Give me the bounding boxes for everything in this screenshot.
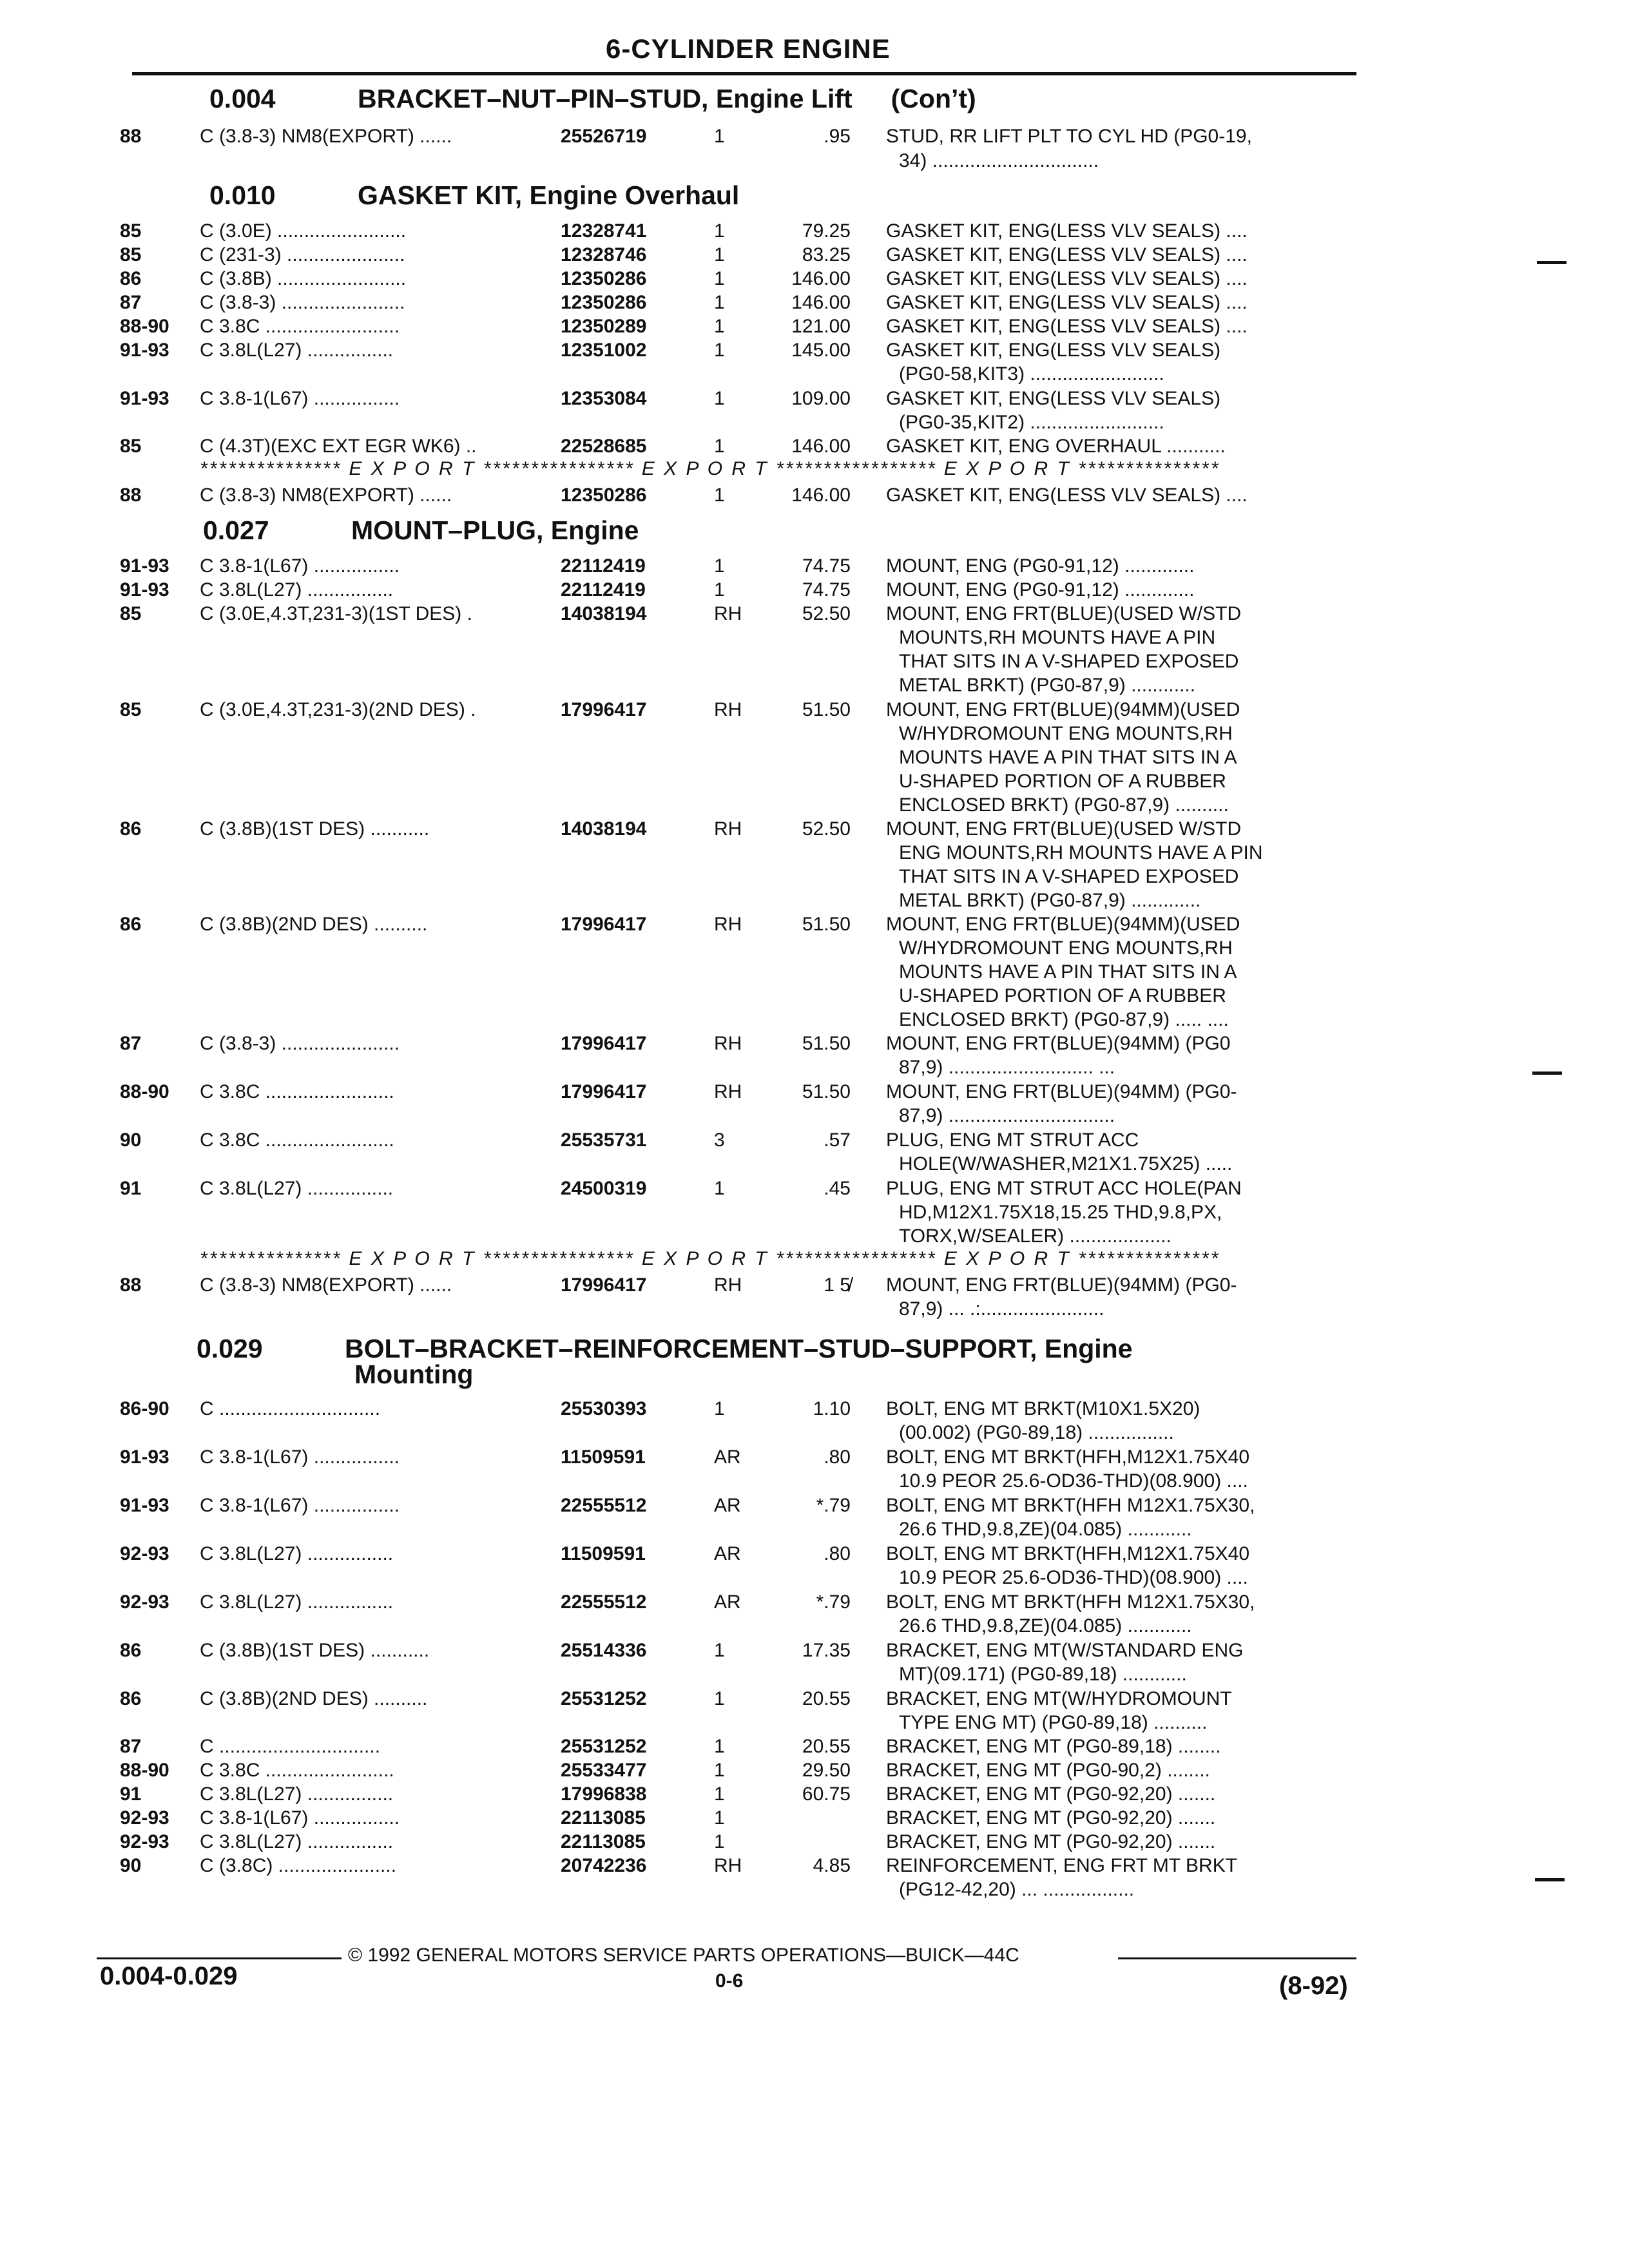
row-application: C 3.8-1(L67) ................ <box>200 1446 400 1468</box>
row-quantity: RH <box>714 603 742 624</box>
row-description: U-SHAPED PORTION OF A RUBBER <box>899 771 1226 792</box>
row-part-number: 12353084 <box>561 388 647 409</box>
row-description: BRACKET, ENG MT(W/STANDARD ENG <box>886 1640 1244 1661</box>
row-application: C 3.8C ......................... <box>200 316 400 337</box>
row-price: .80 <box>824 1543 851 1564</box>
row-application: C 3.8L(L27) ................ <box>200 340 394 361</box>
row-price: 4.85 <box>813 1855 851 1876</box>
row-price: 17.35 <box>802 1640 851 1661</box>
row-price: 145.00 <box>791 340 851 361</box>
row-price: 52.50 <box>802 603 851 624</box>
row-year: 91-93 <box>120 1495 169 1516</box>
row-application: C (3.8C) ...................... <box>200 1855 397 1876</box>
footer-rule-left <box>97 1957 342 1959</box>
row-application: C 3.8L(L27) ................ <box>200 579 394 601</box>
row-application: C 3.8L(L27) ................ <box>200 1543 394 1564</box>
row-description: (00.002) (PG0-89,18) ................ <box>899 1422 1174 1443</box>
row-description: MOUNT, ENG FRT(BLUE)(94MM)(USED <box>886 914 1240 935</box>
row-application: C (3.0E) ........................ <box>200 220 407 242</box>
row-price: 146.00 <box>791 292 851 313</box>
row-description: REINFORCEMENT, ENG FRT MT BRKT <box>886 1855 1238 1876</box>
row-quantity: 1 <box>714 220 725 242</box>
row-year: 86-90 <box>120 1398 169 1419</box>
row-application: C 3.8-1(L67) ................ <box>200 555 400 577</box>
row-description: MOUNT, ENG FRT(BLUE)(USED W/STD <box>886 818 1242 840</box>
row-description: BRACKET, ENG MT (PG0-92,20) ....... <box>886 1831 1216 1852</box>
row-part-number: 25533477 <box>561 1760 647 1781</box>
row-quantity: 1 <box>714 388 725 409</box>
row-description: GASKET KIT, ENG(LESS VLV SEALS) .... <box>886 316 1248 337</box>
row-part-number: 17996417 <box>561 1081 647 1102</box>
row-description: 26.6 THD,9.8,ZE)(04.085) ............ <box>899 1615 1192 1637</box>
row-quantity: 1 <box>714 579 725 601</box>
row-application: C (4.3T)(EXC EXT EGR WK6) .. <box>200 436 477 457</box>
row-description: 10.9 PEOR 25.6-OD36-THD)(08.900) .... <box>899 1567 1248 1588</box>
row-description: MOUNT, ENG (PG0-91,12) ............. <box>886 579 1195 601</box>
row-application: C 3.8C ........................ <box>200 1081 394 1102</box>
row-application: C (3.8B)(1ST DES) ........... <box>200 818 430 840</box>
row-description: THAT SITS IN A V-SHAPED EXPOSED <box>899 866 1239 887</box>
row-price: 109.00 <box>791 388 851 409</box>
row-part-number: 12328741 <box>561 220 647 242</box>
row-price: 52.50 <box>802 818 851 840</box>
row-application: C 3.8L(L27) ................ <box>200 1831 394 1852</box>
row-price: 1.10 <box>813 1398 851 1419</box>
row-description: GASKET KIT, ENG(LESS VLV SEALS) .... <box>886 292 1248 313</box>
footer-copyright: © 1992 GENERAL MOTORS SERVICE PARTS OPERATIONS—BUICK—44C <box>348 1945 1019 1966</box>
row-part-number: 25514336 <box>561 1640 647 1661</box>
row-application: C 3.8-1(L67) ................ <box>200 1807 400 1829</box>
row-price: 20.55 <box>802 1688 851 1709</box>
row-quantity: RH <box>714 818 742 840</box>
row-price: 51.50 <box>802 1033 851 1054</box>
row-year: 91-93 <box>120 579 169 601</box>
row-part-number: 22113085 <box>561 1807 646 1829</box>
footer-page-number: 0-6 <box>715 1970 744 1992</box>
row-application: C (3.8-3) NM8(EXPORT) ...... <box>200 485 452 506</box>
row-price: 20.55 <box>802 1736 851 1757</box>
row-price: 146.00 <box>791 268 851 289</box>
row-year: 87 <box>120 1736 142 1757</box>
row-description: ENCLOSED BRKT) (PG0-87,9) ..... .... <box>899 1009 1229 1030</box>
row-year: 90 <box>120 1129 142 1151</box>
row-application: C 3.8L(L27) ................ <box>200 1591 394 1613</box>
row-part-number: 11509591 <box>561 1446 646 1468</box>
row-application: C 3.8L(L27) ................ <box>200 1783 394 1805</box>
page-title: 6-CYLINDER ENGINE <box>606 34 891 64</box>
row-application: C (3.8-3) ...................... <box>200 1033 400 1054</box>
row-quantity: AR <box>714 1543 741 1564</box>
row-quantity: AR <box>714 1591 741 1613</box>
row-description: MOUNT, ENG FRT(BLUE)(94MM) (PG0 <box>886 1033 1231 1054</box>
row-quantity: 1 <box>714 126 725 147</box>
row-year: 87 <box>120 1033 142 1054</box>
row-price: 51.50 <box>802 914 851 935</box>
row-quantity: RH <box>714 1274 742 1296</box>
row-part-number: 17996417 <box>561 699 647 720</box>
row-part-number: 12350286 <box>561 268 647 289</box>
row-quantity: 1 <box>714 340 725 361</box>
row-description: GASKET KIT, ENG(LESS VLV SEALS) .... <box>886 268 1248 289</box>
row-quantity: 1 <box>714 316 725 337</box>
row-part-number: 22555512 <box>561 1591 647 1613</box>
row-year: 88 <box>120 485 142 506</box>
section-title: GASKET KIT, Engine Overhaul <box>358 180 740 210</box>
row-price: 83.25 <box>802 244 851 265</box>
row-application: C 3.8-1(L67) ................ <box>200 388 400 409</box>
section-number: 0.004 <box>209 84 276 113</box>
row-application: C 3.8-1(L67) ................ <box>200 1495 400 1516</box>
row-part-number: 22528685 <box>561 436 647 457</box>
row-part-number: 12351002 <box>561 340 647 361</box>
section-heading <box>209 84 976 114</box>
row-description: MOUNTS,RH MOUNTS HAVE A PIN <box>899 627 1216 648</box>
row-year: 86 <box>120 268 142 289</box>
row-quantity: RH <box>714 914 742 935</box>
row-description: METAL BRKT) (PG0-87,9) ............ <box>899 675 1196 696</box>
row-year: 92-93 <box>120 1591 169 1613</box>
row-application: C .............................. <box>200 1398 381 1419</box>
row-application: C (3.8B)(1ST DES) ........... <box>200 1640 430 1661</box>
row-description: BOLT, ENG MT BRKT(M10X1.5X20) <box>886 1398 1200 1419</box>
row-year: 92-93 <box>120 1807 169 1829</box>
row-year: 91 <box>120 1178 142 1199</box>
row-application: C .............................. <box>200 1736 381 1757</box>
row-part-number: 22555512 <box>561 1495 647 1516</box>
row-year: 85 <box>120 603 142 624</box>
row-quantity: AR <box>714 1446 741 1468</box>
row-part-number: 25535731 <box>561 1129 647 1151</box>
footer-date: (8-92) <box>1279 1972 1348 2000</box>
row-year: 87 <box>120 292 142 313</box>
row-description: GASKET KIT, ENG(LESS VLV SEALS) .... <box>886 244 1248 265</box>
section-number: 0.029 <box>197 1334 263 1363</box>
row-application: C (3.8-3) NM8(EXPORT) ...... <box>200 1274 452 1296</box>
row-price: 74.75 <box>802 579 851 601</box>
row-application: C (3.8B)(2ND DES) .......... <box>200 1688 428 1709</box>
row-description: 87,9) ........................... ... <box>899 1057 1115 1078</box>
row-year: 91-93 <box>120 555 169 577</box>
row-quantity: RH <box>714 699 742 720</box>
row-description: MOUNTS HAVE A PIN THAT SITS IN A <box>899 747 1237 768</box>
row-year: 85 <box>120 699 142 720</box>
row-part-number: 12350286 <box>561 292 647 313</box>
row-part-number: 22113085 <box>561 1831 646 1852</box>
row-part-number: 25530393 <box>561 1398 647 1419</box>
row-part-number: 17996838 <box>561 1783 647 1805</box>
footer-rule-right <box>1118 1957 1356 1959</box>
row-description: STUD, RR LIFT PLT TO CYL HD (PG0-19, <box>886 126 1252 147</box>
row-description: BOLT, ENG MT BRKT(HFH,M12X1.75X40 <box>886 1543 1250 1564</box>
row-description: HOLE(W/WASHER,M21X1.75X25) ..... <box>899 1153 1233 1175</box>
export-divider: *************** E X P O R T **************** E X P O R T ***************** E X P O R T *************** <box>200 1248 1220 1269</box>
row-quantity: 3 <box>714 1129 725 1151</box>
row-year: 88-90 <box>120 316 169 337</box>
row-description: 34) ............................... <box>899 150 1099 171</box>
row-description: 26.6 THD,9.8,ZE)(04.085) ............ <box>899 1519 1192 1540</box>
row-description: W/HYDROMOUNT ENG MOUNTS,RH <box>899 723 1233 744</box>
section-number: 0.027 <box>203 515 269 545</box>
row-application: C 3.8C ........................ <box>200 1760 394 1781</box>
row-description: TYPE ENG MT) (PG0-89,18) .......... <box>899 1712 1208 1733</box>
row-description: 87,9) ... .:....................... <box>899 1298 1104 1320</box>
row-price: 121.00 <box>791 316 851 337</box>
row-price: 74.75 <box>802 555 851 577</box>
row-quantity: RH <box>714 1033 742 1054</box>
row-description: GASKET KIT, ENG(LESS VLV SEALS) <box>886 388 1221 409</box>
row-price: 1 5̸ <box>824 1274 851 1296</box>
row-part-number: 25531252 <box>561 1736 647 1757</box>
row-application: C (3.8B) ........................ <box>200 268 407 289</box>
row-quantity: 1 <box>714 1178 725 1199</box>
row-part-number: 25531252 <box>561 1688 647 1709</box>
row-year: 90 <box>120 1855 142 1876</box>
row-application: C (3.0E,4.3T,231-3)(1ST DES) . <box>200 603 472 624</box>
row-quantity: 1 <box>714 1807 725 1829</box>
row-part-number: 11509591 <box>561 1543 646 1564</box>
row-quantity: 1 <box>714 1640 725 1661</box>
row-year: 88 <box>120 1274 142 1296</box>
row-description: BRACKET, ENG MT (PG0-92,20) ....... <box>886 1807 1216 1829</box>
row-quantity: RH <box>714 1081 742 1102</box>
row-quantity: 1 <box>714 436 725 457</box>
row-description: HD,M12X1.75X18,15.25 THD,9.8,PX, <box>899 1202 1222 1223</box>
row-price: 146.00 <box>791 436 851 457</box>
row-application: C 3.8C ........................ <box>200 1129 394 1151</box>
row-description: GASKET KIT, ENG(LESS VLV SEALS) .... <box>886 220 1248 242</box>
row-description: PLUG, ENG MT STRUT ACC HOLE(PAN <box>886 1178 1242 1199</box>
row-part-number: 12328746 <box>561 244 647 265</box>
row-description: MOUNT, ENG FRT(BLUE)(USED W/STD <box>886 603 1242 624</box>
section-title: BRACKET–NUT–PIN–STUD, Engine Lift <box>358 84 853 113</box>
row-description: MOUNT, ENG FRT(BLUE)(94MM) (PG0- <box>886 1274 1237 1296</box>
row-quantity: AR <box>714 1495 741 1516</box>
row-year: 92-93 <box>120 1831 169 1852</box>
section-number: 0.010 <box>209 180 276 210</box>
row-description: (PG12-42,20) ... ................. <box>899 1879 1135 1900</box>
row-application: C (3.8B)(2ND DES) .......... <box>200 914 428 935</box>
row-application: C 3.8L(L27) ................ <box>200 1178 394 1199</box>
row-part-number: 14038194 <box>561 603 647 624</box>
row-quantity: RH <box>714 1855 742 1876</box>
row-quantity: 1 <box>714 1736 725 1757</box>
row-price: 29.50 <box>802 1760 851 1781</box>
section-title: BOLT–BRACKET–REINFORCEMENT–STUD–SUPPORT, Engine <box>345 1334 1133 1363</box>
row-year: 86 <box>120 1688 142 1709</box>
footer-range: 0.004-0.029 <box>100 1962 238 1990</box>
row-part-number: 20742236 <box>561 1855 647 1876</box>
row-description: (PG0-35,KIT2) ......................... <box>899 412 1164 433</box>
row-application: C (231-3) ...................... <box>200 244 405 265</box>
row-quantity: 1 <box>714 244 725 265</box>
row-price: 79.25 <box>802 220 851 242</box>
row-year: 88-90 <box>120 1081 169 1102</box>
row-year: 86 <box>120 914 142 935</box>
row-quantity: 1 <box>714 1831 725 1852</box>
row-year: 91-93 <box>120 340 169 361</box>
row-application: C (3.8-3) ....................... <box>200 292 405 313</box>
row-quantity: 1 <box>714 1783 725 1805</box>
revision-mark <box>1535 1878 1565 1881</box>
row-description: (PG0-58,KIT3) ......................... <box>899 363 1164 385</box>
row-price: *.79 <box>816 1495 851 1516</box>
row-description: ENG MOUNTS,RH MOUNTS HAVE A PIN <box>899 842 1263 863</box>
revision-mark <box>1532 1072 1562 1075</box>
row-quantity: 1 <box>714 292 725 313</box>
row-year: 86 <box>120 1640 142 1661</box>
row-description: MOUNT, ENG (PG0-91,12) ............. <box>886 555 1195 577</box>
row-description: MT)(09.171) (PG0-89,18) ............ <box>899 1664 1187 1685</box>
row-part-number: 17996417 <box>561 1274 647 1296</box>
row-part-number: 12350286 <box>561 485 647 506</box>
row-part-number: 22112419 <box>561 555 646 577</box>
row-price: .95 <box>824 126 851 147</box>
revision-mark <box>1537 261 1566 264</box>
row-price: 146.00 <box>791 485 851 506</box>
row-quantity: 1 <box>714 1398 725 1419</box>
row-year: 85 <box>120 220 142 242</box>
row-year: 92-93 <box>120 1543 169 1564</box>
row-year: 85 <box>120 436 142 457</box>
row-year: 91 <box>120 1783 142 1805</box>
row-quantity: 1 <box>714 555 725 577</box>
row-description: BOLT, ENG MT BRKT(HFH M12X1.75X30, <box>886 1495 1255 1516</box>
row-description: U-SHAPED PORTION OF A RUBBER <box>899 985 1226 1006</box>
row-part-number: 24500319 <box>561 1178 647 1199</box>
row-price: .57 <box>824 1129 851 1151</box>
row-part-number: 12350289 <box>561 316 647 337</box>
row-part-number: 17996417 <box>561 914 647 935</box>
row-price: 60.75 <box>802 1783 851 1805</box>
row-description: ENCLOSED BRKT) (PG0-87,9) .......... <box>899 794 1229 816</box>
section-title: MOUNT–PLUG, Engine <box>351 515 639 545</box>
row-description: BRACKET, ENG MT (PG0-90,2) ........ <box>886 1760 1210 1781</box>
row-description: THAT SITS IN A V-SHAPED EXPOSED <box>899 651 1239 672</box>
row-year: 91-93 <box>120 1446 169 1468</box>
row-application: C (3.0E,4.3T,231-3)(2ND DES) . <box>200 699 476 720</box>
row-year: 85 <box>120 244 142 265</box>
row-description: MOUNT, ENG FRT(BLUE)(94MM) (PG0- <box>886 1081 1237 1102</box>
row-description: PLUG, ENG MT STRUT ACC <box>886 1129 1139 1151</box>
section-heading <box>209 180 739 211</box>
row-description: BRACKET, ENG MT (PG0-89,18) ........ <box>886 1736 1221 1757</box>
row-part-number: 22112419 <box>561 579 646 601</box>
export-divider: *************** E X P O R T **************** E X P O R T ***************** E X P O R T *************** <box>200 458 1220 479</box>
row-description: 10.9 PEOR 25.6-OD36-THD)(08.900) .... <box>899 1470 1248 1492</box>
row-description: BOLT, ENG MT BRKT(HFH,M12X1.75X40 <box>886 1446 1250 1468</box>
row-description: 87,9) ............................... <box>899 1105 1115 1126</box>
row-description: TORX,W/SEALER) ................... <box>899 1225 1171 1247</box>
row-quantity: 1 <box>714 1688 725 1709</box>
row-part-number: 14038194 <box>561 818 647 840</box>
row-part-number: 17996417 <box>561 1033 647 1054</box>
row-year: 86 <box>120 818 142 840</box>
section-continued: (Con’t) <box>891 84 976 113</box>
row-application: C (3.8-3) NM8(EXPORT) ...... <box>200 126 452 147</box>
row-description: GASKET KIT, ENG(LESS VLV SEALS) <box>886 340 1221 361</box>
row-price: .45 <box>824 1178 851 1199</box>
section-heading <box>203 515 639 546</box>
row-description: GASKET KIT, ENG OVERHAUL ........... <box>886 436 1226 457</box>
row-description: W/HYDROMOUNT ENG MOUNTS,RH <box>899 937 1233 959</box>
section-title-continued: Mounting <box>354 1360 474 1389</box>
row-price: 51.50 <box>802 699 851 720</box>
row-description: BRACKET, ENG MT (PG0-92,20) ....... <box>886 1783 1216 1805</box>
row-price: 51.50 <box>802 1081 851 1102</box>
row-description: BRACKET, ENG MT(W/HYDROMOUNT <box>886 1688 1232 1709</box>
section-heading <box>197 1334 1133 1364</box>
row-description: METAL BRKT) (PG0-87,9) ............. <box>899 890 1201 911</box>
row-description: GASKET KIT, ENG(LESS VLV SEALS) .... <box>886 485 1248 506</box>
row-part-number: 25526719 <box>561 126 647 147</box>
header-rule <box>132 72 1356 75</box>
row-quantity: 1 <box>714 1760 725 1781</box>
row-quantity: 1 <box>714 485 725 506</box>
row-year: 88 <box>120 126 142 147</box>
row-description: MOUNT, ENG FRT(BLUE)(94MM)(USED <box>886 699 1240 720</box>
row-description: BOLT, ENG MT BRKT(HFH M12X1.75X30, <box>886 1591 1255 1613</box>
row-year: 88-90 <box>120 1760 169 1781</box>
row-quantity: 1 <box>714 268 725 289</box>
row-description: MOUNTS HAVE A PIN THAT SITS IN A <box>899 961 1237 983</box>
row-year: 91-93 <box>120 388 169 409</box>
row-price: *.79 <box>816 1591 851 1613</box>
row-price: .80 <box>824 1446 851 1468</box>
